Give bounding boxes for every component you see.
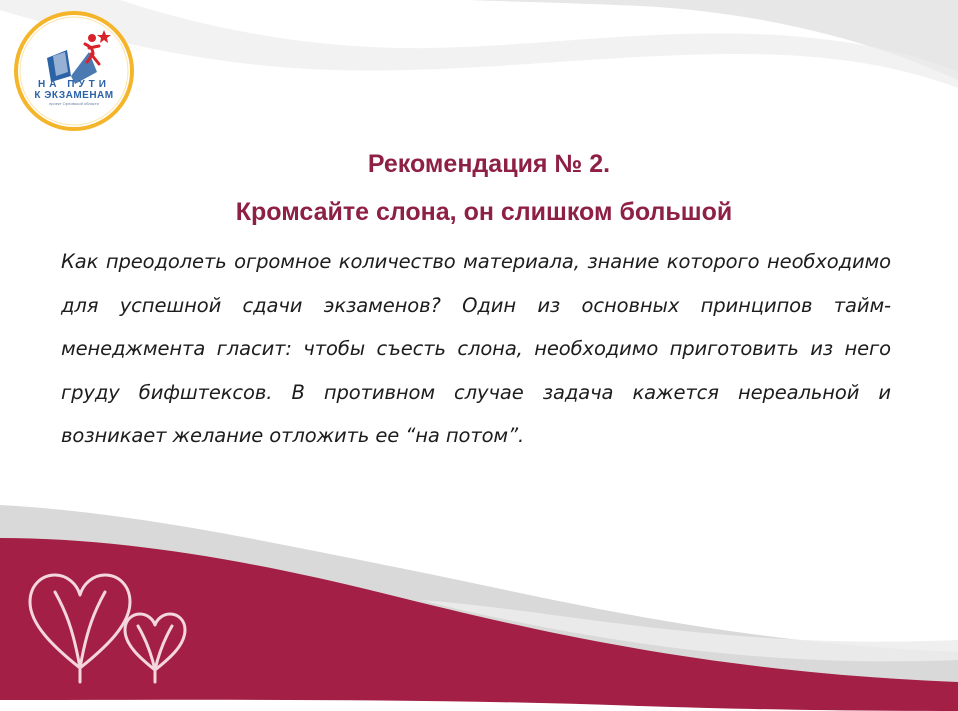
title-line-2: Кромсайте слона, он слишком большой [235,198,733,226]
logo-caption [13,80,135,106]
logo-line-2: К ЭКЗАМЕНАМ [34,90,114,101]
logo-line-1: НА ПУТИ [38,79,110,90]
logo-emblem [13,10,135,132]
title-line-1: Рекомендация № 2. [367,150,611,178]
body-paragraph: Как преодолеть огромное количество материала, знание которого необходимо для успешной сдачи экзаменов? Один из основных принципов тайм-менеджмента гласит: чтобы съесть слона, необходимо приготовить из него груду бифштексов. В противном случае задача кажется нереальной и возникает желание отложить ее “на потом”. [61,250,891,447]
slide-title [0,140,958,236]
double-heart-icon [25,570,195,685]
logo-line-3: проект Орловской области [49,101,99,106]
